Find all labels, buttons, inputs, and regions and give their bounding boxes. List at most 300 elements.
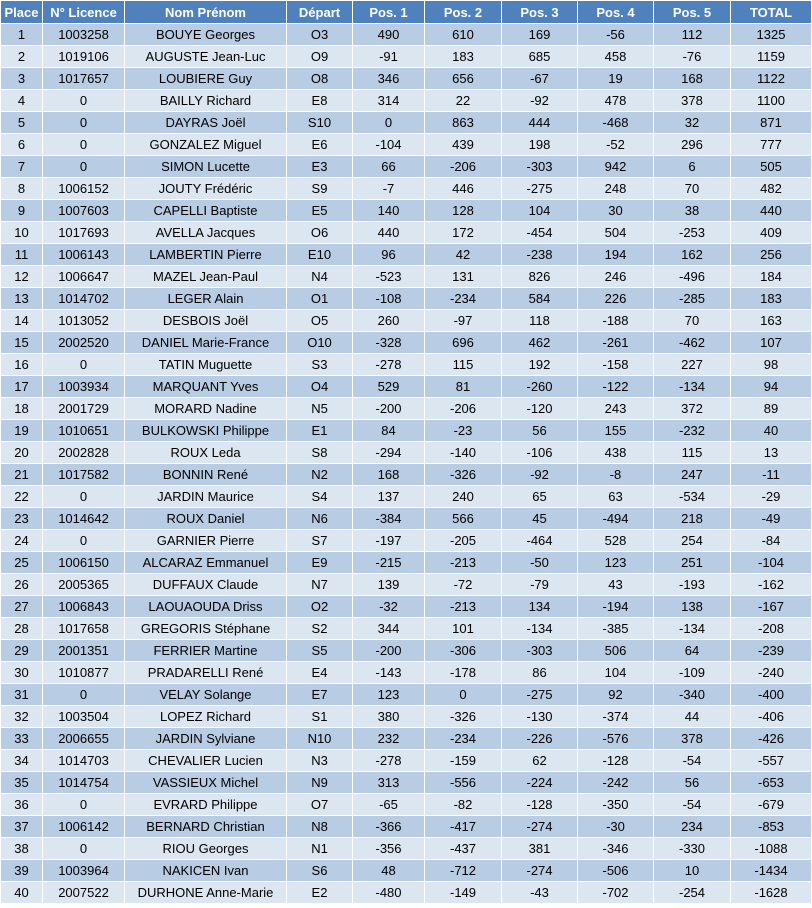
cell-name: GARNIER Pierre <box>125 530 287 552</box>
cell-pos3: -303 <box>502 156 578 178</box>
cell-place: 10 <box>1 222 43 244</box>
cell-pos5: 38 <box>654 200 731 222</box>
table-row <box>1 46 812 68</box>
cell-total: -29 <box>731 486 812 508</box>
cell-licence: 1019106 <box>43 46 125 68</box>
table-row <box>1 882 812 904</box>
cell-place: 8 <box>1 178 43 200</box>
cell-depart: O10 <box>287 332 353 354</box>
cell-pos1: 96 <box>353 244 425 266</box>
cell-pos2: -149 <box>425 882 502 904</box>
cell-name: CHEVALIER Lucien <box>125 750 287 772</box>
cell-licence: 1006143 <box>43 244 125 266</box>
cell-licence: 1003934 <box>43 376 125 398</box>
table-row <box>1 156 812 178</box>
cell-pos4: 92 <box>578 684 654 706</box>
cell-name: LOUBIERE Guy <box>125 68 287 90</box>
cell-licence: 1003964 <box>43 860 125 882</box>
cell-name: GREGORIS Stéphane <box>125 618 287 640</box>
table-row <box>1 816 812 838</box>
cell-total: -49 <box>731 508 812 530</box>
cell-pos2: 656 <box>425 68 502 90</box>
cell-name: MARQUANT Yves <box>125 376 287 398</box>
table-body <box>1 24 812 904</box>
cell-pos3: 62 <box>502 750 578 772</box>
cell-pos3: -43 <box>502 882 578 904</box>
cell-pos5: -285 <box>654 288 731 310</box>
cell-pos1: 168 <box>353 464 425 486</box>
cell-depart: N1 <box>287 838 353 860</box>
cell-pos1: -384 <box>353 508 425 530</box>
cell-pos3: 65 <box>502 486 578 508</box>
table-row <box>1 310 812 332</box>
table-row <box>1 134 812 156</box>
cell-pos4: 226 <box>578 288 654 310</box>
cell-licence: 1006152 <box>43 178 125 200</box>
cell-licence: 0 <box>43 838 125 860</box>
cell-pos3: -260 <box>502 376 578 398</box>
cell-pos4: 194 <box>578 244 654 266</box>
cell-place: 12 <box>1 266 43 288</box>
cell-place: 32 <box>1 706 43 728</box>
cell-place: 24 <box>1 530 43 552</box>
cell-depart: N9 <box>287 772 353 794</box>
cell-licence: 2001351 <box>43 640 125 662</box>
cell-place: 40 <box>1 882 43 904</box>
cell-depart: N10 <box>287 728 353 750</box>
cell-licence: 1006647 <box>43 266 125 288</box>
cell-pos2: -206 <box>425 156 502 178</box>
header-licence: N° Licence <box>43 1 125 24</box>
cell-pos4: -188 <box>578 310 654 332</box>
cell-total: 777 <box>731 134 812 156</box>
cell-pos5: 378 <box>654 728 731 750</box>
cell-depart: E1 <box>287 420 353 442</box>
cell-pos1: 344 <box>353 618 425 640</box>
cell-pos1: 314 <box>353 90 425 112</box>
cell-depart: O8 <box>287 68 353 90</box>
cell-place: 38 <box>1 838 43 860</box>
cell-pos5: 296 <box>654 134 731 156</box>
cell-licence: 0 <box>43 684 125 706</box>
cell-pos1: -108 <box>353 288 425 310</box>
cell-name: DANIEL Marie-France <box>125 332 287 354</box>
cell-pos2: -213 <box>425 552 502 574</box>
cell-name: ALCARAZ Emmanuel <box>125 552 287 574</box>
cell-licence: 1010651 <box>43 420 125 442</box>
header-depart: Départ <box>287 1 353 24</box>
cell-pos5: 56 <box>654 772 731 794</box>
cell-pos3: 86 <box>502 662 578 684</box>
cell-name: MORARD Nadine <box>125 398 287 420</box>
cell-pos3: -274 <box>502 816 578 838</box>
header-pos4: Pos. 4 <box>578 1 654 24</box>
cell-pos4: -128 <box>578 750 654 772</box>
cell-depart: O4 <box>287 376 353 398</box>
cell-pos5: 70 <box>654 178 731 200</box>
cell-total: -11 <box>731 464 812 486</box>
cell-place: 19 <box>1 420 43 442</box>
table-row <box>1 398 812 420</box>
cell-pos3: -92 <box>502 90 578 112</box>
cell-pos4: 104 <box>578 662 654 684</box>
cell-name: BAILLY Richard <box>125 90 287 112</box>
cell-pos2: 610 <box>425 24 502 46</box>
cell-pos5: -462 <box>654 332 731 354</box>
cell-pos3: -303 <box>502 640 578 662</box>
cell-pos1: -32 <box>353 596 425 618</box>
cell-pos1: 139 <box>353 574 425 596</box>
table-row <box>1 90 812 112</box>
cell-total: -679 <box>731 794 812 816</box>
cell-name: SIMON Lucette <box>125 156 287 178</box>
cell-depart: E5 <box>287 200 353 222</box>
cell-pos1: -523 <box>353 266 425 288</box>
cell-pos5: 70 <box>654 310 731 332</box>
cell-pos3: -128 <box>502 794 578 816</box>
cell-pos5: 168 <box>654 68 731 90</box>
header-pos2: Pos. 2 <box>425 1 502 24</box>
table-row <box>1 618 812 640</box>
cell-pos2: -437 <box>425 838 502 860</box>
cell-licence: 0 <box>43 134 125 156</box>
cell-name: DUFFAUX Claude <box>125 574 287 596</box>
cell-licence: 2001729 <box>43 398 125 420</box>
cell-pos4: 243 <box>578 398 654 420</box>
cell-total: -1628 <box>731 882 812 904</box>
cell-depart: S3 <box>287 354 353 376</box>
cell-total: -239 <box>731 640 812 662</box>
cell-place: 25 <box>1 552 43 574</box>
cell-pos3: -130 <box>502 706 578 728</box>
cell-pos3: 45 <box>502 508 578 530</box>
cell-pos5: 251 <box>654 552 731 574</box>
cell-depart: S1 <box>287 706 353 728</box>
cell-pos2: -417 <box>425 816 502 838</box>
cell-total: 1325 <box>731 24 812 46</box>
cell-pos1: 48 <box>353 860 425 882</box>
cell-pos4: 30 <box>578 200 654 222</box>
cell-depart: N2 <box>287 464 353 486</box>
cell-pos3: -92 <box>502 464 578 486</box>
cell-pos3: -275 <box>502 684 578 706</box>
cell-pos5: -496 <box>654 266 731 288</box>
cell-pos3: -120 <box>502 398 578 420</box>
table-row <box>1 178 812 200</box>
cell-pos2: 115 <box>425 354 502 376</box>
cell-pos2: -140 <box>425 442 502 464</box>
cell-pos2: -23 <box>425 420 502 442</box>
cell-pos4: -576 <box>578 728 654 750</box>
table-row <box>1 574 812 596</box>
cell-pos5: 254 <box>654 530 731 552</box>
table-row <box>1 200 812 222</box>
header-name: Nom Prénom <box>125 1 287 24</box>
cell-licence: 2002520 <box>43 332 125 354</box>
cell-depart: E4 <box>287 662 353 684</box>
cell-total: 94 <box>731 376 812 398</box>
cell-pos5: -134 <box>654 618 731 640</box>
table-row <box>1 750 812 772</box>
cell-licence: 1003504 <box>43 706 125 728</box>
cell-place: 31 <box>1 684 43 706</box>
cell-depart: N4 <box>287 266 353 288</box>
cell-place: 28 <box>1 618 43 640</box>
cell-pos2: 183 <box>425 46 502 68</box>
table-row <box>1 332 812 354</box>
cell-total: 13 <box>731 442 812 464</box>
cell-name: DESBOIS Joël <box>125 310 287 332</box>
cell-place: 18 <box>1 398 43 420</box>
cell-pos2: -206 <box>425 398 502 420</box>
cell-place: 26 <box>1 574 43 596</box>
cell-pos4: 478 <box>578 90 654 112</box>
cell-total: -406 <box>731 706 812 728</box>
cell-pos1: -7 <box>353 178 425 200</box>
cell-pos4: 155 <box>578 420 654 442</box>
cell-pos2: -234 <box>425 728 502 750</box>
cell-pos2: -234 <box>425 288 502 310</box>
table-row <box>1 728 812 750</box>
cell-depart: N6 <box>287 508 353 530</box>
cell-name: RIOU Georges <box>125 838 287 860</box>
cell-licence: 1013052 <box>43 310 125 332</box>
cell-pos2: 42 <box>425 244 502 266</box>
cell-pos1: 529 <box>353 376 425 398</box>
cell-pos1: -366 <box>353 816 425 838</box>
cell-pos5: -534 <box>654 486 731 508</box>
cell-pos5: 372 <box>654 398 731 420</box>
cell-licence: 0 <box>43 486 125 508</box>
table-row <box>1 420 812 442</box>
cell-place: 7 <box>1 156 43 178</box>
cell-name: MAZEL Jean-Paul <box>125 266 287 288</box>
cell-pos1: -294 <box>353 442 425 464</box>
cell-pos3: -79 <box>502 574 578 596</box>
cell-total: -653 <box>731 772 812 794</box>
cell-licence: 0 <box>43 794 125 816</box>
cell-licence: 1010877 <box>43 662 125 684</box>
cell-pos2: -556 <box>425 772 502 794</box>
cell-pos5: -76 <box>654 46 731 68</box>
cell-pos5: 378 <box>654 90 731 112</box>
cell-pos1: 313 <box>353 772 425 794</box>
cell-pos3: 192 <box>502 354 578 376</box>
cell-pos1: -91 <box>353 46 425 68</box>
cell-place: 6 <box>1 134 43 156</box>
cell-total: -240 <box>731 662 812 684</box>
cell-pos5: -109 <box>654 662 731 684</box>
table-row <box>1 376 812 398</box>
cell-pos3: 134 <box>502 596 578 618</box>
cell-place: 4 <box>1 90 43 112</box>
cell-name: JOUTY Frédéric <box>125 178 287 200</box>
cell-pos5: 44 <box>654 706 731 728</box>
cell-place: 17 <box>1 376 43 398</box>
table-row <box>1 772 812 794</box>
cell-total: 482 <box>731 178 812 200</box>
cell-pos4: 942 <box>578 156 654 178</box>
cell-pos2: 22 <box>425 90 502 112</box>
cell-name: ROUX Leda <box>125 442 287 464</box>
cell-name: GONZALEZ Miguel <box>125 134 287 156</box>
header-place: Place <box>1 1 43 24</box>
cell-pos1: 123 <box>353 684 425 706</box>
cell-pos5: 64 <box>654 640 731 662</box>
cell-pos2: -326 <box>425 464 502 486</box>
table-row <box>1 596 812 618</box>
cell-pos4: -56 <box>578 24 654 46</box>
cell-name: AUGUSTE Jean-Luc <box>125 46 287 68</box>
cell-depart: O1 <box>287 288 353 310</box>
table-row <box>1 662 812 684</box>
cell-depart: S8 <box>287 442 353 464</box>
cell-pos1: -200 <box>353 640 425 662</box>
cell-total: 409 <box>731 222 812 244</box>
cell-pos3: 104 <box>502 200 578 222</box>
cell-pos1: -215 <box>353 552 425 574</box>
cell-place: 1 <box>1 24 43 46</box>
cell-total: 184 <box>731 266 812 288</box>
table-row <box>1 684 812 706</box>
cell-depart: S10 <box>287 112 353 134</box>
cell-pos2: -306 <box>425 640 502 662</box>
cell-name: JARDIN Sylviane <box>125 728 287 750</box>
cell-place: 11 <box>1 244 43 266</box>
cell-pos2: 696 <box>425 332 502 354</box>
cell-place: 23 <box>1 508 43 530</box>
cell-pos2: -205 <box>425 530 502 552</box>
cell-name: BULKOWSKI Philippe <box>125 420 287 442</box>
cell-pos4: 458 <box>578 46 654 68</box>
cell-licence: 1007603 <box>43 200 125 222</box>
cell-licence: 1017582 <box>43 464 125 486</box>
cell-licence: 2007522 <box>43 882 125 904</box>
cell-name: NAKICEN Ivan <box>125 860 287 882</box>
cell-pos5: 10 <box>654 860 731 882</box>
cell-name: VELAY Solange <box>125 684 287 706</box>
cell-total: -1434 <box>731 860 812 882</box>
cell-depart: S6 <box>287 860 353 882</box>
cell-pos1: -65 <box>353 794 425 816</box>
cell-licence: 1006150 <box>43 552 125 574</box>
cell-pos3: 826 <box>502 266 578 288</box>
cell-licence: 0 <box>43 354 125 376</box>
cell-depart: E2 <box>287 882 353 904</box>
cell-total: -167 <box>731 596 812 618</box>
cell-pos3: 198 <box>502 134 578 156</box>
cell-name: DAYRAS Joël <box>125 112 287 134</box>
cell-total: -557 <box>731 750 812 772</box>
table-row <box>1 860 812 882</box>
cell-pos4: 19 <box>578 68 654 90</box>
cell-depart: O2 <box>287 596 353 618</box>
cell-pos5: 162 <box>654 244 731 266</box>
cell-pos4: 506 <box>578 640 654 662</box>
table-row <box>1 24 812 46</box>
cell-pos4: -494 <box>578 508 654 530</box>
cell-name: LEGER Alain <box>125 288 287 310</box>
cell-pos2: -178 <box>425 662 502 684</box>
cell-name: FERRIER Martine <box>125 640 287 662</box>
cell-pos3: -464 <box>502 530 578 552</box>
cell-pos3: -50 <box>502 552 578 574</box>
cell-total: 505 <box>731 156 812 178</box>
cell-depart: O6 <box>287 222 353 244</box>
cell-pos2: 0 <box>425 684 502 706</box>
cell-name: JARDIN Maurice <box>125 486 287 508</box>
cell-pos1: 380 <box>353 706 425 728</box>
cell-total: 1100 <box>731 90 812 112</box>
cell-pos4: 246 <box>578 266 654 288</box>
cell-licence: 1006843 <box>43 596 125 618</box>
cell-total: -426 <box>731 728 812 750</box>
cell-pos4: -702 <box>578 882 654 904</box>
cell-total: 1159 <box>731 46 812 68</box>
cell-total: 183 <box>731 288 812 310</box>
cell-total: -162 <box>731 574 812 596</box>
cell-licence: 1014702 <box>43 288 125 310</box>
cell-pos2: -97 <box>425 310 502 332</box>
cell-depart: O3 <box>287 24 353 46</box>
cell-pos4: -194 <box>578 596 654 618</box>
cell-pos4: -385 <box>578 618 654 640</box>
cell-pos3: 381 <box>502 838 578 860</box>
cell-pos3: 118 <box>502 310 578 332</box>
cell-name: ROUX Daniel <box>125 508 287 530</box>
cell-depart: S9 <box>287 178 353 200</box>
header-total: TOTAL <box>731 1 812 24</box>
cell-pos2: 863 <box>425 112 502 134</box>
cell-place: 36 <box>1 794 43 816</box>
cell-pos3: 169 <box>502 24 578 46</box>
cell-pos4: -261 <box>578 332 654 354</box>
cell-name: PRADARELLI René <box>125 662 287 684</box>
cell-name: LOPEZ Richard <box>125 706 287 728</box>
cell-name: TATIN Muguette <box>125 354 287 376</box>
cell-licence: 2005365 <box>43 574 125 596</box>
cell-pos4: -346 <box>578 838 654 860</box>
cell-total: -104 <box>731 552 812 574</box>
cell-pos1: 137 <box>353 486 425 508</box>
cell-pos5: -253 <box>654 222 731 244</box>
cell-pos1: 140 <box>353 200 425 222</box>
cell-pos2: 439 <box>425 134 502 156</box>
table-row <box>1 112 812 134</box>
cell-pos1: -197 <box>353 530 425 552</box>
cell-pos4: -468 <box>578 112 654 134</box>
cell-licence: 2006655 <box>43 728 125 750</box>
cell-licence: 1017658 <box>43 618 125 640</box>
cell-pos3: -238 <box>502 244 578 266</box>
cell-place: 22 <box>1 486 43 508</box>
cell-place: 27 <box>1 596 43 618</box>
cell-depart: S7 <box>287 530 353 552</box>
cell-total: -208 <box>731 618 812 640</box>
cell-licence: 1014754 <box>43 772 125 794</box>
cell-pos5: 32 <box>654 112 731 134</box>
cell-depart: O9 <box>287 46 353 68</box>
cell-pos1: 84 <box>353 420 425 442</box>
cell-pos4: 123 <box>578 552 654 574</box>
cell-depart: E7 <box>287 684 353 706</box>
table-row <box>1 68 812 90</box>
cell-place: 34 <box>1 750 43 772</box>
cell-pos3: -454 <box>502 222 578 244</box>
cell-depart: O7 <box>287 794 353 816</box>
table-row <box>1 552 812 574</box>
cell-pos4: 43 <box>578 574 654 596</box>
